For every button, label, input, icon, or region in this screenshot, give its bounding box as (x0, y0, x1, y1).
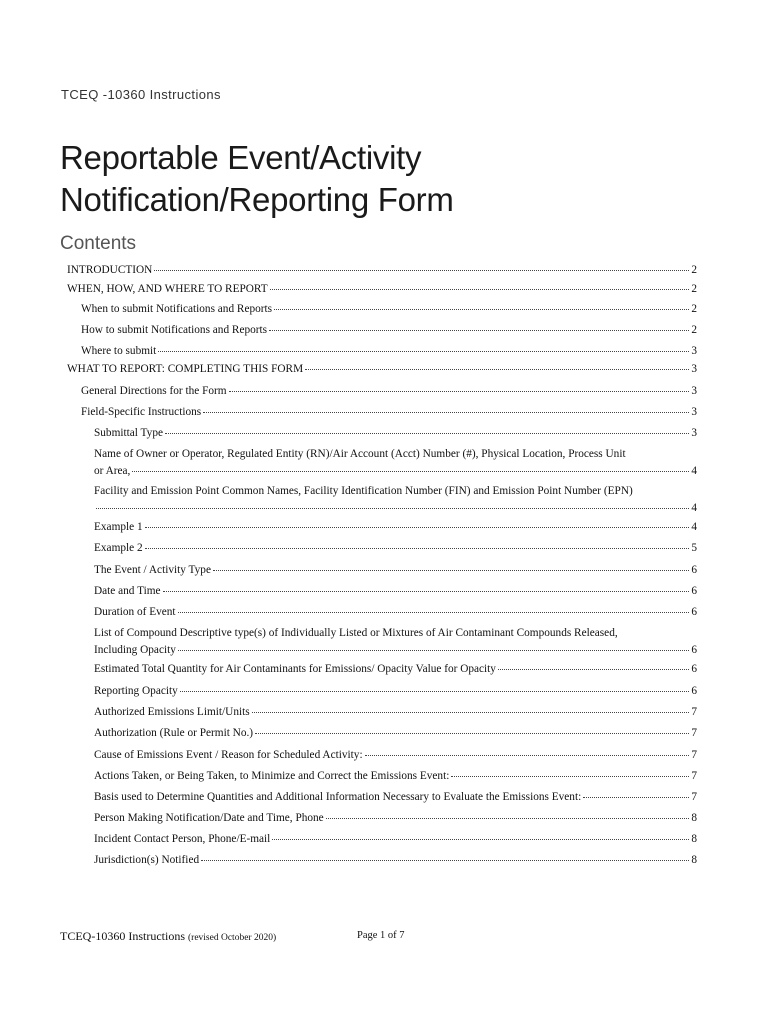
toc-page-number: 8 (691, 854, 697, 866)
toc-page-number: 4 (691, 502, 697, 514)
toc-entry-text: WHEN, HOW, AND WHERE TO REPORT (67, 283, 268, 295)
toc-page-number: 6 (691, 564, 697, 576)
toc-dot-leader (180, 691, 690, 692)
toc-page-number: 2 (691, 303, 697, 315)
toc-page-number: 2 (691, 324, 697, 336)
toc-entry-text-continued: Including Opacity (94, 644, 176, 656)
toc-page-number: 7 (691, 770, 697, 782)
toc-entry[interactable] (67, 281, 697, 298)
toc-entry-text: Estimated Total Quantity for Air Contaminants for Emissions/ Opacity Value for Opacity (94, 663, 496, 675)
toc-entry[interactable] (94, 704, 697, 721)
toc-entry-text: General Directions for the Form (81, 385, 227, 397)
toc-dot-leader (158, 351, 689, 352)
toc-page-number: 6 (691, 663, 697, 675)
toc-page-number: 2 (691, 283, 697, 295)
toc-entry[interactable] (81, 343, 697, 360)
toc-dot-leader (252, 712, 690, 713)
toc-entry[interactable] (67, 262, 697, 279)
toc-dot-leader (305, 369, 689, 370)
toc-entry[interactable] (94, 725, 697, 742)
toc-entry[interactable] (94, 810, 697, 827)
toc-page-number: 7 (691, 791, 697, 803)
toc-entry[interactable] (81, 301, 697, 318)
toc-page-number: 2 (691, 264, 697, 276)
title-line-2: Notification/Reporting Form (60, 181, 454, 218)
toc-page-number: 8 (691, 833, 697, 845)
toc-entry-text: WHAT TO REPORT: COMPLETING THIS FORM (67, 363, 304, 375)
toc-entry[interactable] (94, 483, 697, 517)
toc-page-number: 3 (691, 363, 697, 375)
toc-entry[interactable] (94, 446, 697, 480)
toc-dot-leader (203, 412, 689, 413)
toc-entry[interactable] (81, 404, 697, 421)
toc-entry[interactable] (67, 361, 697, 378)
toc-page-number: 3 (691, 345, 697, 357)
toc-dot-leader (154, 270, 689, 271)
toc-entry[interactable] (94, 519, 697, 536)
toc-dot-leader (326, 818, 690, 819)
toc-dot-leader (269, 330, 689, 331)
toc-entry[interactable] (94, 683, 697, 700)
toc-dot-leader (255, 733, 689, 734)
document-header: TCEQ -10360 Instructions (61, 87, 221, 102)
toc-entry-text: Actions Taken, or Being Taken, to Minimize and Correct the Emissions Event: (94, 770, 450, 782)
toc-entry[interactable] (94, 852, 697, 869)
toc-entry-text: When to submit Notifications and Reports (81, 303, 273, 315)
toc-entry-text: Where to submit (81, 345, 157, 357)
toc-entry-text-continued: or Area, (94, 465, 131, 477)
footer-document-id (60, 929, 276, 944)
toc-entry-text: Cause of Emissions Event / Reason for Scheduled Activity: (94, 749, 363, 761)
toc-dot-leader (145, 548, 690, 549)
toc-dot-leader (165, 433, 689, 434)
toc-dot-leader (274, 309, 689, 310)
toc-entry-text: Date and Time (94, 585, 161, 597)
toc-page-number: 6 (691, 685, 697, 697)
toc-page-number: 8 (691, 812, 697, 824)
toc-dot-leader (451, 776, 689, 777)
toc-entry-text: Reporting Opacity (94, 685, 178, 697)
toc-entry[interactable] (94, 583, 697, 600)
footer-revised: (revised October 2020) (188, 933, 277, 943)
toc-page-number: 7 (691, 727, 697, 739)
toc-entry[interactable] (94, 604, 697, 621)
toc-dot-leader (229, 391, 690, 392)
toc-page-number: 3 (691, 406, 697, 418)
toc-dot-leader (272, 839, 689, 840)
toc-entry-text: Authorized Emissions Limit/Units (94, 706, 250, 718)
toc-page-number: 4 (691, 521, 697, 533)
toc-dot-leader (213, 570, 689, 571)
toc-entry-text: Name of Owner or Operator, Regulated Entity (RN)/Air Account (Acct) Number (#), Physical Location, Process Unit (94, 448, 626, 460)
toc-entry-text: Duration of Event (94, 606, 176, 618)
toc-dot-leader (132, 471, 689, 472)
toc-entry-text: Example 1 (94, 521, 143, 533)
toc-dot-leader (178, 650, 689, 651)
toc-entry-text: Example 2 (94, 542, 143, 554)
toc-entry-text: Submittal Type (94, 427, 163, 439)
toc-dot-leader (365, 755, 690, 756)
toc-entry-text: The Event / Activity Type (94, 564, 211, 576)
toc-dot-leader (201, 860, 689, 861)
footer-page-number: Page 1 of 7 (357, 930, 405, 941)
toc-entry-text: Person Making Notification/Date and Time, Phone (94, 812, 324, 824)
toc-entry[interactable] (94, 540, 697, 557)
toc-entry-text: How to submit Notifications and Reports (81, 324, 268, 336)
toc-entry[interactable] (81, 383, 697, 400)
toc-entry[interactable] (94, 661, 697, 678)
toc-entry-text: Basis used to Determine Quantities and Additional Information Necessary to Evaluate the Emissions Event: (94, 791, 582, 803)
toc-entry-text: Facility and Emission Point Common Names, Facility Identification Number (FIN) and Emission Point Number (EPN) (94, 485, 633, 497)
toc-page-number: 4 (691, 465, 697, 477)
toc-dot-leader (96, 508, 689, 509)
toc-entry[interactable] (94, 747, 697, 764)
toc-entry[interactable] (94, 625, 697, 659)
toc-page-number: 3 (691, 385, 697, 397)
contents-heading: Contents (60, 233, 137, 254)
toc-entry[interactable] (94, 831, 697, 848)
toc-page-number: 5 (691, 542, 697, 554)
toc-entry-text: List of Compound Descriptive type(s) of Individually Listed or Mixtures of Air Contaminant Compounds Released, (94, 627, 618, 639)
toc-page-number: 6 (691, 585, 697, 597)
toc-page-number: 7 (691, 706, 697, 718)
toc-entry[interactable] (94, 425, 697, 442)
toc-entry[interactable] (94, 768, 697, 785)
toc-dot-leader (270, 289, 690, 290)
toc-page-number: 6 (691, 606, 697, 618)
title-line-1: Reportable Event/Activity (60, 139, 422, 176)
toc-dot-leader (178, 612, 690, 613)
toc-entry-text: Jurisdiction(s) Notified (94, 854, 200, 866)
toc-dot-leader (145, 527, 690, 528)
footer-doc-name: TCEQ-10360 Instructions (60, 929, 185, 943)
toc-dot-leader (163, 591, 690, 592)
toc-dot-leader (583, 797, 689, 798)
toc-entry[interactable] (94, 789, 697, 806)
toc-dot-leader (498, 669, 689, 670)
toc-page-number: 6 (691, 644, 697, 656)
toc-page-number: 7 (691, 749, 697, 761)
toc-page-number: 3 (691, 427, 697, 439)
toc-entry[interactable] (81, 322, 697, 339)
toc-entry-text: Incident Contact Person, Phone/E-mail (94, 833, 271, 845)
toc-entry-text: Authorization (Rule or Permit No.) (94, 727, 254, 739)
toc-entry[interactable] (94, 562, 697, 579)
toc-entry-text: Field-Specific Instructions (81, 406, 202, 418)
toc-entry-text: INTRODUCTION (67, 264, 153, 276)
